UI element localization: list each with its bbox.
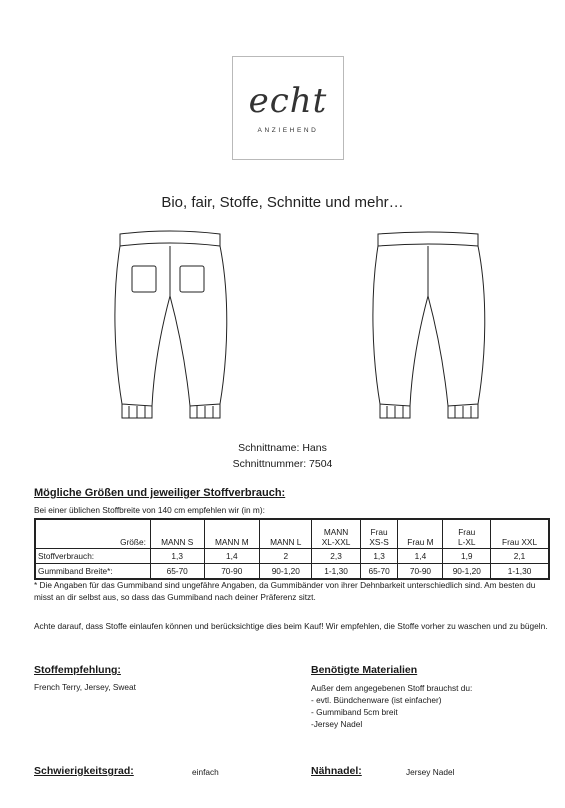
logo-subtitle: ANZIEHEND xyxy=(257,127,319,134)
table-cell: 1,9 xyxy=(443,549,491,564)
table-cell: 1,3 xyxy=(360,549,398,564)
materials-item: -Jersey Nadel xyxy=(311,719,363,729)
table-cell: 1-1,30 xyxy=(312,564,360,580)
size-column-header: MANN M xyxy=(204,519,260,549)
size-column-header: MANN L xyxy=(260,519,312,549)
size-table xyxy=(34,518,550,580)
table-cell: 1,4 xyxy=(398,549,443,564)
table-cell: 65-70 xyxy=(360,564,398,580)
materials-item: - evtl. Bündchenware (ist einfacher) xyxy=(311,695,442,705)
pants-back-illustration xyxy=(368,226,493,426)
pattern-number: Schnittnummer: 7504 xyxy=(232,458,333,470)
table-row xyxy=(35,564,549,580)
materials-item: - Gummiband 5cm breit xyxy=(311,707,398,717)
elastic-footnote: * Die Angaben für das Gummiband sind ungefähre Angaben, da Gummibänder von ihrer Dehnbarkeit unterschiedlich sind. Am besten du misst an dir selbst aus, so dass das Gummiband nach deiner Präferenz sitzt. xyxy=(34,580,536,603)
fabric-title: Stoffempfehlung: xyxy=(34,664,121,676)
size-column-header: Frau XXL xyxy=(491,519,549,549)
table-cell: 2 xyxy=(260,549,312,564)
size-header-label: Größe: xyxy=(35,519,150,549)
size-column-header: MANN S xyxy=(150,519,204,549)
tagline: Bio, fair, Stoffe, Schnitte und mehr… xyxy=(161,194,404,211)
pattern-name: Schnittname: Hans xyxy=(238,442,327,454)
row-label: Stoffverbrauch: xyxy=(35,549,150,564)
table-cell: 2,3 xyxy=(312,549,360,564)
table-cell: 70-90 xyxy=(398,564,443,580)
table-cell: 70-90 xyxy=(204,564,260,580)
table-row xyxy=(35,549,549,564)
table-cell: 90-1,20 xyxy=(443,564,491,580)
row-label: Gummiband Breite*: xyxy=(35,564,150,580)
size-column-header: Frau XS-S xyxy=(360,519,398,549)
difficulty-label: Schwierigkeitsgrad: xyxy=(34,765,134,777)
needle-value: Jersey Nadel xyxy=(406,767,455,777)
size-column-header: MANN XL-XXL xyxy=(312,519,360,549)
materials-title: Benötigte Materialien xyxy=(311,664,418,676)
table-cell: 90-1,20 xyxy=(260,564,312,580)
table-cell: 2,1 xyxy=(491,549,549,564)
brand-logo xyxy=(232,56,344,160)
table-cell: 1-1,30 xyxy=(491,564,549,580)
materials-intro: Außer dem angegebenen Stoff brauchst du: xyxy=(311,683,473,693)
table-cell: 65-70 xyxy=(150,564,204,580)
size-table-header-row xyxy=(35,519,549,549)
size-column-header: Frau L-XL xyxy=(443,519,491,549)
sizes-intro: Bei einer üblichen Stoffbreite von 140 cm empfehlen wir (in m): xyxy=(34,505,265,515)
fabric-text: French Terry, Jersey, Sweat xyxy=(34,682,136,692)
logo-script-text: echt xyxy=(248,81,328,121)
table-cell: 1,4 xyxy=(204,549,260,564)
size-column-header: Frau M xyxy=(398,519,443,549)
table-cell: 1,3 xyxy=(150,549,204,564)
pants-front-illustration xyxy=(110,226,235,426)
sizes-section-title: Mögliche Größen und jeweiliger Stoffverbrauch: xyxy=(34,487,286,499)
washing-note: Achte darauf, dass Stoffe einlaufen können und berücksichtige dies beim Kauf! Wir empfehlen, die Stoffe vorher zu waschen und zu bügeln. xyxy=(34,621,548,631)
difficulty-value: einfach xyxy=(192,767,219,777)
needle-label: Nähnadel: xyxy=(311,765,362,777)
